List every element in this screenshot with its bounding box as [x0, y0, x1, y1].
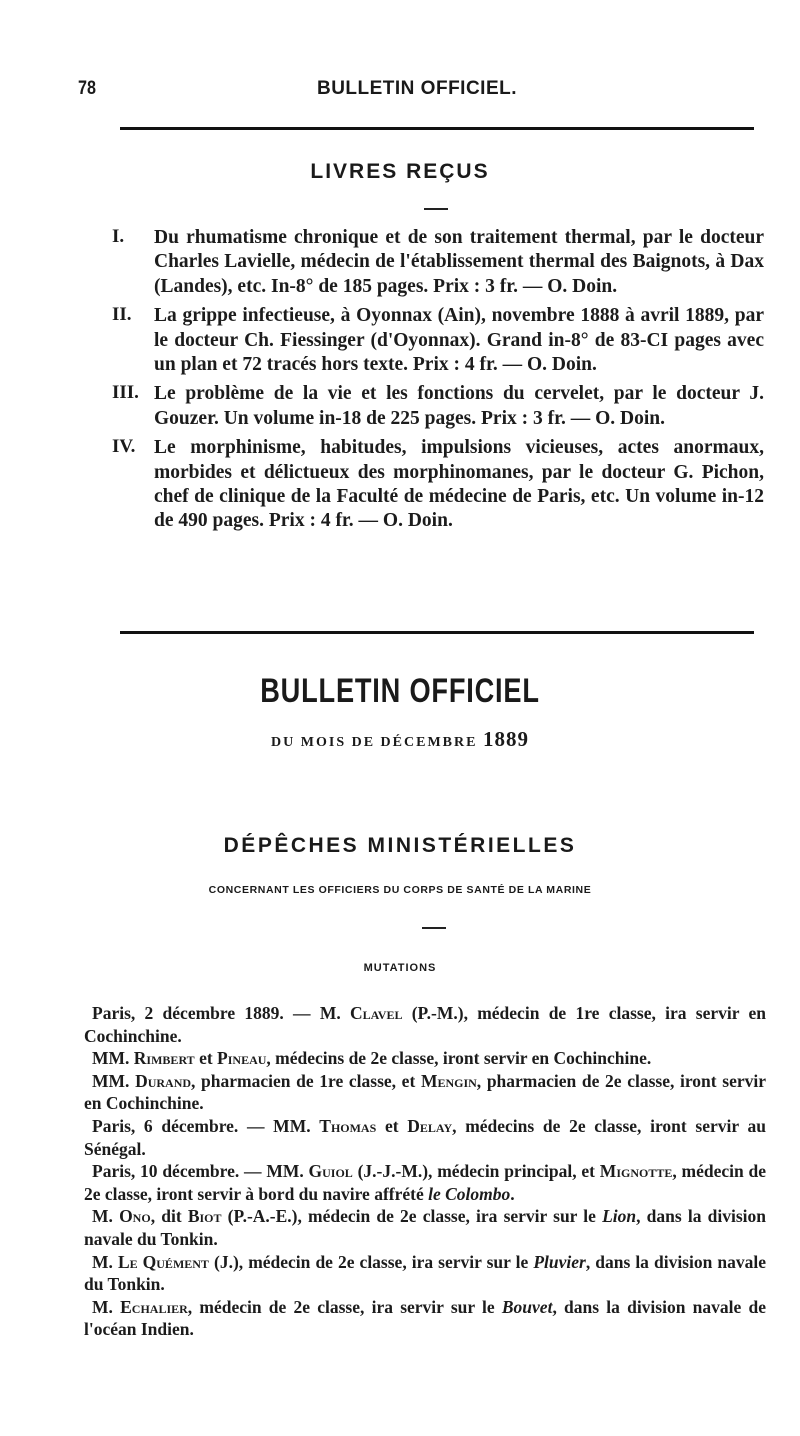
running-header [78, 74, 756, 104]
text-run: MM. [92, 1048, 134, 1069]
paragraph [84, 1296, 766, 1341]
text-run: Paris, 2 décembre 1889. — M. [92, 1003, 351, 1023]
running-title: BULLETIN OFFICIEL. [316, 78, 518, 99]
livres-recus-title: LIVRES REÇUS [310, 160, 490, 183]
ship-name: Lion [602, 1206, 637, 1227]
person-name: Thomas [319, 1115, 377, 1136]
item-text: Le problème de la vie et les fonctions du cervelet, par le docteur J. Gouzer. Un volume in-18 de 225 pages. Prix : 3 fr. — O. Doin. [154, 383, 764, 429]
list-item [112, 436, 764, 534]
section-rule [120, 631, 754, 634]
text-run: (P.-M.), médecin de 1re classe, ira servir en Cochinchine. [84, 1003, 766, 1046]
person-name: Guiol [308, 1161, 353, 1182]
item-number: IV. [112, 436, 136, 458]
ship-name: le Colombo [428, 1183, 511, 1204]
person-name: Biot [187, 1206, 222, 1227]
text-run: et [376, 1115, 408, 1136]
text-run: MM. [92, 1070, 136, 1091]
person-name: Echalier [120, 1296, 188, 1317]
title-dash [422, 927, 446, 929]
book-list [112, 226, 764, 534]
depeches-subtitle: CONCERNANT LES OFFICIERS DU CORPS DE SANTÉ DE LA MARINE [208, 884, 592, 896]
text-run: , médecin de 2e classe, iront servir à bord du navire affrété [84, 1161, 766, 1204]
text-run: , dans la division navale de l'océan Indien. [84, 1296, 766, 1340]
item-text: La grippe infectieuse, à Oyonnax (Ain), novembre 1888 à avril 1889, par le docteur Ch. Fiessinger (d'Oyonnax). Grand in-8° de 83-CI pages avec un plan et 72 tracés hors texte. Prix : 4 fr. — O. Doin. [154, 305, 764, 376]
text-run: M. [92, 1296, 121, 1317]
person-name: Pineau [217, 1048, 267, 1069]
section-rule [120, 127, 754, 130]
title-dash [424, 208, 448, 210]
ship-name: Bouvet [501, 1296, 553, 1317]
text-run: (J.), médecin de 2e classe, ira servir sur le [208, 1251, 534, 1272]
text-run: , dans la division navale du Tonkin. [84, 1206, 766, 1249]
paragraph [84, 1251, 766, 1296]
text-run: , médecin de 2e classe, ira servir sur le [187, 1296, 502, 1317]
item-text: Le morphinisme, habitudes, impulsions vicieuses, actes anormaux, morbides et délictueux des morphinomanes, par le docteur G. Pichon, chef de clinique de la Faculté de médecine de Paris, etc. Un volume in-12 de 490 pages. Prix : 4 fr. — O. Doin. [154, 437, 764, 532]
person-name: Clavel [350, 1003, 403, 1023]
person-name: Ono [119, 1206, 151, 1227]
paragraph [84, 1070, 766, 1115]
person-name: Mignotte [599, 1161, 673, 1182]
item-number: III. [112, 382, 139, 404]
text-run: Paris, 10 décembre. — MM. [92, 1161, 309, 1182]
list-item [112, 226, 764, 299]
list-item [112, 382, 764, 431]
item-number: I. [112, 226, 125, 247]
item-number: II. [112, 304, 132, 326]
person-name: Mengin [420, 1070, 477, 1091]
paragraph [84, 1115, 766, 1160]
paragraph [84, 1047, 766, 1070]
list-item [112, 304, 764, 377]
text-run: , dans la division navale du Tonkin. [84, 1251, 766, 1295]
text-run: . [510, 1183, 515, 1204]
text-run: , pharmacien de 2e classe, iront servir en Cochinchine. [84, 1070, 766, 1114]
page-number: 78 [78, 78, 96, 99]
person-name: Rimbert [133, 1048, 195, 1069]
text-run: (P.-A.-E.), médecin de 2e classe, ira servir sur le [221, 1206, 603, 1227]
depeches-title: DÉPÊCHES MINISTÉRIELLES [223, 834, 577, 857]
paragraph [84, 1160, 766, 1205]
subtitle-prefix: DU MOIS DE DÉCEMBRE [271, 735, 478, 750]
paragraph [84, 1205, 766, 1250]
mutations-list [84, 1002, 766, 1341]
mutations-heading: MUTATIONS [363, 962, 437, 974]
text-run: , pharmacien de 1re classe, et [191, 1070, 421, 1091]
person-name: Durand [135, 1070, 192, 1091]
item-text: Du rhumatisme chronique et de son traitement thermal, par le docteur Charles Lavielle, médecin de l'établissement thermal des Baignots, à Dax (Landes), etc. In-8° de 185 pages. Prix : 3 fr. — O. Doin. [154, 227, 764, 297]
text-run: , médecins de 2e classe, iront servir au Sénégal. [84, 1115, 766, 1159]
text-run: , médecins de 2e classe, iront servir en Cochinchine. [266, 1048, 652, 1069]
person-name: Delay [407, 1115, 453, 1136]
ship-name: Pluvier [533, 1251, 586, 1272]
text-run: Paris, 6 décembre. — MM. [92, 1115, 320, 1136]
person-name: Le Quément [117, 1251, 209, 1272]
text-run: M. [92, 1206, 120, 1227]
text-run: , dit [150, 1206, 188, 1227]
bulletin-title: BULLETIN OFFICIEL [260, 672, 540, 710]
text-run: et [194, 1048, 218, 1069]
subtitle-year: 1889 [482, 727, 529, 751]
text-run: M. [92, 1251, 118, 1272]
text-run: (J.-J.-M.), médecin principal, et [352, 1161, 600, 1182]
paragraph [84, 1002, 766, 1047]
bulletin-subtitle [0, 727, 800, 752]
